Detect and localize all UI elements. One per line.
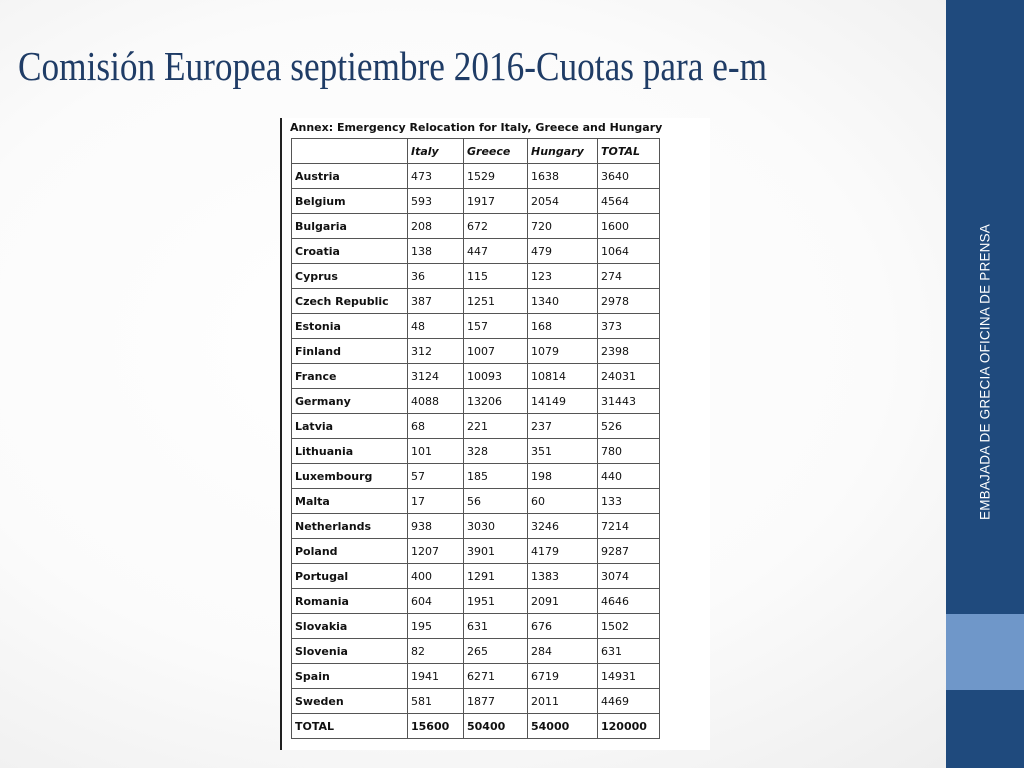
quota-cell: 1207	[408, 539, 464, 564]
table-row	[292, 589, 660, 614]
country-cell: Sweden	[292, 689, 408, 714]
quota-cell: 328	[464, 439, 528, 464]
quota-cell: 387	[408, 289, 464, 314]
table-row	[292, 639, 660, 664]
country-cell: Estonia	[292, 314, 408, 339]
quota-cell: 2091	[528, 589, 598, 614]
country-cell: Czech Republic	[292, 289, 408, 314]
quota-cell: 274	[598, 264, 660, 289]
quota-cell: 101	[408, 439, 464, 464]
quota-cell: 581	[408, 689, 464, 714]
total-cell: 120000	[598, 714, 660, 739]
total-cell: 50400	[464, 714, 528, 739]
annex-caption: Annex: Emergency Relocation for Italy, Greece and Hungary	[290, 121, 663, 134]
quota-cell: 31443	[598, 389, 660, 414]
header-cell: Italy	[408, 139, 464, 164]
quota-cell: 593	[408, 189, 464, 214]
quota-cell: 1064	[598, 239, 660, 264]
quota-cell: 400	[408, 564, 464, 589]
quota-cell: 1941	[408, 664, 464, 689]
header-cell	[292, 139, 408, 164]
country-cell: Netherlands	[292, 514, 408, 539]
quota-cell: 4469	[598, 689, 660, 714]
total-cell: 15600	[408, 714, 464, 739]
quota-cell: 6271	[464, 664, 528, 689]
country-cell: Malta	[292, 489, 408, 514]
quota-cell: 4646	[598, 589, 660, 614]
table-body	[292, 164, 660, 714]
quota-cell: 68	[408, 414, 464, 439]
country-cell: Luxembourg	[292, 464, 408, 489]
country-cell: Slovakia	[292, 614, 408, 639]
quota-cell: 526	[598, 414, 660, 439]
quota-cell: 3640	[598, 164, 660, 189]
country-cell: Portugal	[292, 564, 408, 589]
quota-cell: 631	[598, 639, 660, 664]
quota-cell: 1600	[598, 214, 660, 239]
table-row	[292, 164, 660, 189]
quota-cell: 82	[408, 639, 464, 664]
quota-cell: 720	[528, 214, 598, 239]
country-cell: France	[292, 364, 408, 389]
table-row	[292, 689, 660, 714]
table-row	[292, 264, 660, 289]
table-row	[292, 239, 660, 264]
relocation-quota-table	[291, 138, 660, 739]
country-cell: Slovenia	[292, 639, 408, 664]
quota-cell: 3901	[464, 539, 528, 564]
quota-cell: 221	[464, 414, 528, 439]
table-row	[292, 464, 660, 489]
quota-cell: 1638	[528, 164, 598, 189]
quota-cell: 237	[528, 414, 598, 439]
quota-cell: 631	[464, 614, 528, 639]
quota-cell: 3074	[598, 564, 660, 589]
quota-cell: 6719	[528, 664, 598, 689]
table-row	[292, 339, 660, 364]
quota-cell: 13206	[464, 389, 528, 414]
table-total-row	[292, 714, 660, 739]
quota-cell: 208	[408, 214, 464, 239]
country-cell: Austria	[292, 164, 408, 189]
quota-cell: 351	[528, 439, 598, 464]
quota-cell: 17	[408, 489, 464, 514]
quota-cell: 198	[528, 464, 598, 489]
table-row	[292, 514, 660, 539]
quota-cell: 1340	[528, 289, 598, 314]
slide-title: Comisión Europea septiembre 2016-Cuotas para e-m	[18, 43, 768, 89]
country-cell: Belgium	[292, 189, 408, 214]
table-row	[292, 314, 660, 339]
quota-cell: 14149	[528, 389, 598, 414]
table-row	[292, 489, 660, 514]
table-row	[292, 614, 660, 639]
table-row	[292, 389, 660, 414]
quota-cell: 265	[464, 639, 528, 664]
quota-cell: 10093	[464, 364, 528, 389]
table-row	[292, 364, 660, 389]
annex-table-image	[280, 118, 710, 750]
country-cell: Romania	[292, 589, 408, 614]
quota-cell: 185	[464, 464, 528, 489]
quota-cell: 4179	[528, 539, 598, 564]
quota-cell: 1917	[464, 189, 528, 214]
quota-cell: 123	[528, 264, 598, 289]
country-cell: Cyprus	[292, 264, 408, 289]
quota-cell: 473	[408, 164, 464, 189]
quota-cell: 1383	[528, 564, 598, 589]
quota-cell: 138	[408, 239, 464, 264]
quota-cell: 780	[598, 439, 660, 464]
quota-cell: 3124	[408, 364, 464, 389]
table-row	[292, 664, 660, 689]
country-cell: Croatia	[292, 239, 408, 264]
table-row	[292, 189, 660, 214]
quota-cell: 14931	[598, 664, 660, 689]
header-cell: Hungary	[528, 139, 598, 164]
quota-cell: 1079	[528, 339, 598, 364]
quota-cell: 312	[408, 339, 464, 364]
total-cell: 54000	[528, 714, 598, 739]
quota-cell: 56	[464, 489, 528, 514]
quota-cell: 168	[528, 314, 598, 339]
quota-cell: 10814	[528, 364, 598, 389]
quota-cell: 1502	[598, 614, 660, 639]
sidebar-vertical-label: EMBAJADA DE GRECIA OFICINA DE PRENSA	[977, 223, 993, 521]
quota-cell: 1951	[464, 589, 528, 614]
quota-cell: 284	[528, 639, 598, 664]
quota-cell: 2011	[528, 689, 598, 714]
header-cell: Greece	[464, 139, 528, 164]
table-row	[292, 539, 660, 564]
quota-cell: 447	[464, 239, 528, 264]
table-row	[292, 564, 660, 589]
quota-cell: 676	[528, 614, 598, 639]
quota-cell: 133	[598, 489, 660, 514]
quota-cell: 373	[598, 314, 660, 339]
quota-cell: 440	[598, 464, 660, 489]
country-cell: Germany	[292, 389, 408, 414]
country-cell: Lithuania	[292, 439, 408, 464]
country-cell: Finland	[292, 339, 408, 364]
quota-cell: 4564	[598, 189, 660, 214]
quota-cell: 938	[408, 514, 464, 539]
country-cell: Poland	[292, 539, 408, 564]
quota-cell: 157	[464, 314, 528, 339]
quota-cell: 1007	[464, 339, 528, 364]
quota-cell: 1529	[464, 164, 528, 189]
quota-cell: 195	[408, 614, 464, 639]
quota-cell: 9287	[598, 539, 660, 564]
quota-cell: 1291	[464, 564, 528, 589]
quota-cell: 57	[408, 464, 464, 489]
table-header-row	[292, 139, 660, 164]
quota-cell: 115	[464, 264, 528, 289]
quota-cell: 479	[528, 239, 598, 264]
quota-cell: 2398	[598, 339, 660, 364]
quota-cell: 3030	[464, 514, 528, 539]
quota-cell: 1251	[464, 289, 528, 314]
quota-cell: 3246	[528, 514, 598, 539]
quota-cell: 1877	[464, 689, 528, 714]
quota-cell: 48	[408, 314, 464, 339]
table-row	[292, 414, 660, 439]
country-cell: Spain	[292, 664, 408, 689]
table-row	[292, 214, 660, 239]
table-row	[292, 289, 660, 314]
left-border-line	[280, 118, 282, 750]
quota-cell: 2978	[598, 289, 660, 314]
country-cell: Latvia	[292, 414, 408, 439]
quota-cell: 24031	[598, 364, 660, 389]
quota-cell: 60	[528, 489, 598, 514]
total-cell: TOTAL	[292, 714, 408, 739]
quota-cell: 7214	[598, 514, 660, 539]
header-cell: TOTAL	[598, 139, 660, 164]
quota-cell: 604	[408, 589, 464, 614]
quota-cell: 36	[408, 264, 464, 289]
quota-cell: 672	[464, 214, 528, 239]
country-cell: Bulgaria	[292, 214, 408, 239]
quota-cell: 2054	[528, 189, 598, 214]
table-row	[292, 439, 660, 464]
sidebar-accent-block	[946, 614, 1024, 690]
quota-cell: 4088	[408, 389, 464, 414]
